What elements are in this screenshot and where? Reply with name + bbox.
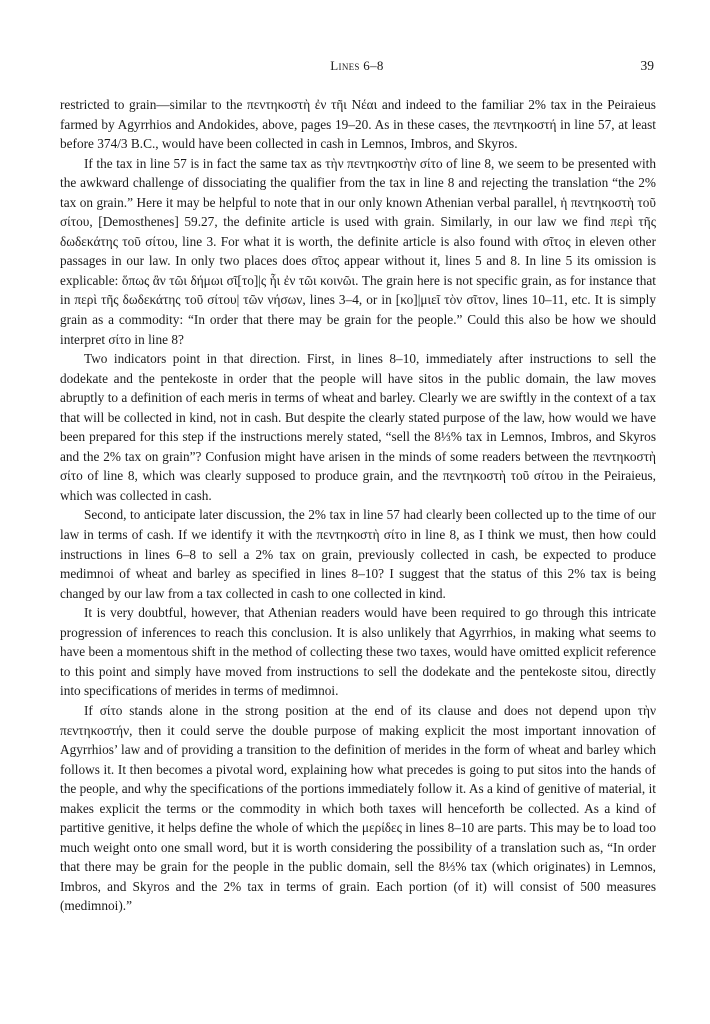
paragraph: If σίτο stands alone in the strong position at the end of its clause and does not depend upon τὴν πεντηκοστήν, then it could serve the double purpose of making explicit the most important innovation of Agyrrhios’ law and of providing a transition to the definition of merides in the form of wheat and barley which follows it. It then becomes a pivotal word, explaining how what precedes is going to put sitos into the hands of the people, and why the specifications of the portions immediately follow it. As a kind of genitive of material, it makes explicit the terms or the commodity in which both taxes will henceforth be collected. As a kind of partitive genitive, it helps define the whole of which the μερίδες in lines 8–10 are parts. This may be to load too much weight onto one small word, but it is worth considering the possibility of a translation such as, “In order that there may be grain for the people in the public domain, sell the 8⅓% tax (which originates) in Lemnos, Imbros, and Skyros and the 2% tax in terms of grain. Each portion (of it) will consist of 500 measures (medimnoi).” (60, 702, 656, 914)
paragraph: restricted to grain—similar to the πεντηκοστὴ ἐν τῆι Νέαι and indeed to the familiar 2% tax in the Peiraieus farmed by Agyrrhios and Andokides, above, pages 19–20. As in these cases, the πεντηκοστή in line 57, at least before 374/3 B.C., would have been collected in cash in Lemnos, Imbros, and Skyros. (60, 97, 656, 152)
paragraph: Second, to anticipate later discussion, the 2% tax in line 57 had clearly been collected up to the time of our law in terms of cash. If we identify it with the πεντηκοστὴ σίτο in line 8, as I think we must, then how could instructions in lines 6–8 to sell a 2% tax on grain, previously collected in cash, be expected to produce medimnoi of wheat and barley as specified in lines 8–10? I suggest that the status of this 2% tax is being changed by our law from a tax collected in cash to one collected in kind. (60, 507, 656, 601)
paragraph: Two indicators point in that direction. First, in lines 8–10, immediately after instructions to sell the dodekate and the pentekoste in order that the people will have sitos in the public domain, the law moves abruptly to a definition of each meris in terms of wheat and barley. Clearly we are swiftly in the context of a tax that will be collected in kind, not in cash. But despite the clearly stated purpose of the law, how would we have been prepared for this step if the instructions merely stated, “sell the 8⅓% tax in Lemnos, Imbros, and Skyros and the 2% tax on grain”? Confusion might have arisen in the minds of some readers between the πεντηκοστὴ σίτο of line 8, which was clearly supposed to produce grain, and the πεντηκοστὴ τοῦ σίτου in the Peiraieus, which was collected in cash. (60, 351, 656, 503)
paragraph: It is very doubtful, however, that Athenian readers would have been required to go through this intricate progression of inferences to reach this conclusion. It is also unlikely that Agyrrhios, in making what seems to have been a momentous shift in the method of collecting these two taxes, would have omitted explicit reference to this point and simply have moved from instructions to sell the dodekate and the pentekoste sitou, directly into specifications of merides in terms of medimnoi. (60, 605, 656, 699)
page-number: 39 (640, 58, 654, 73)
paragraph: If the tax in line 57 is in fact the same tax as τὴν πεντηκοστὴν σίτο of line 8, we seem to be presented with the awkward challenge of dissociating the qualifier from the tax in line 8 and rejecting the translation “the 2% tax on grain.” Here it may be helpful to note that in our only known Athenian verbal parallel, ἡ πεντηκοστὴ τοῦ σίτου, [Demosthenes] 59.27, the definite article is used with grain. Similarly, in our law we find περὶ τῆς δωδεκάτης τοῦ σίτου, line 3. For what it is worth, the definite article is also found with σῖτος in eleven other passages in our law. In only two places does σῖτος appear without it, lines 5 and 8. In line 5 its omission is explicable: ὅπως ἂν τῶι δήμωι σῖ[το]|ς ἧι ἐν τῶι κοινῶι. The grain here is not specific grain, as for instance that in περὶ τῆς δωδεκάτης τοῦ σίτου| τῶν νήσων, lines 3–4, or in [κο]|μιεῖ τὸν σῖτον, lines 10–11, etc. It is simply grain as a commodity: “In order that there may be grain for the people.” Could this also be how we should interpret σίτο in line 8? (60, 155, 656, 347)
body-text (60, 95, 656, 916)
page-header (60, 58, 654, 78)
running-head: Lines 6–8 (330, 58, 384, 73)
